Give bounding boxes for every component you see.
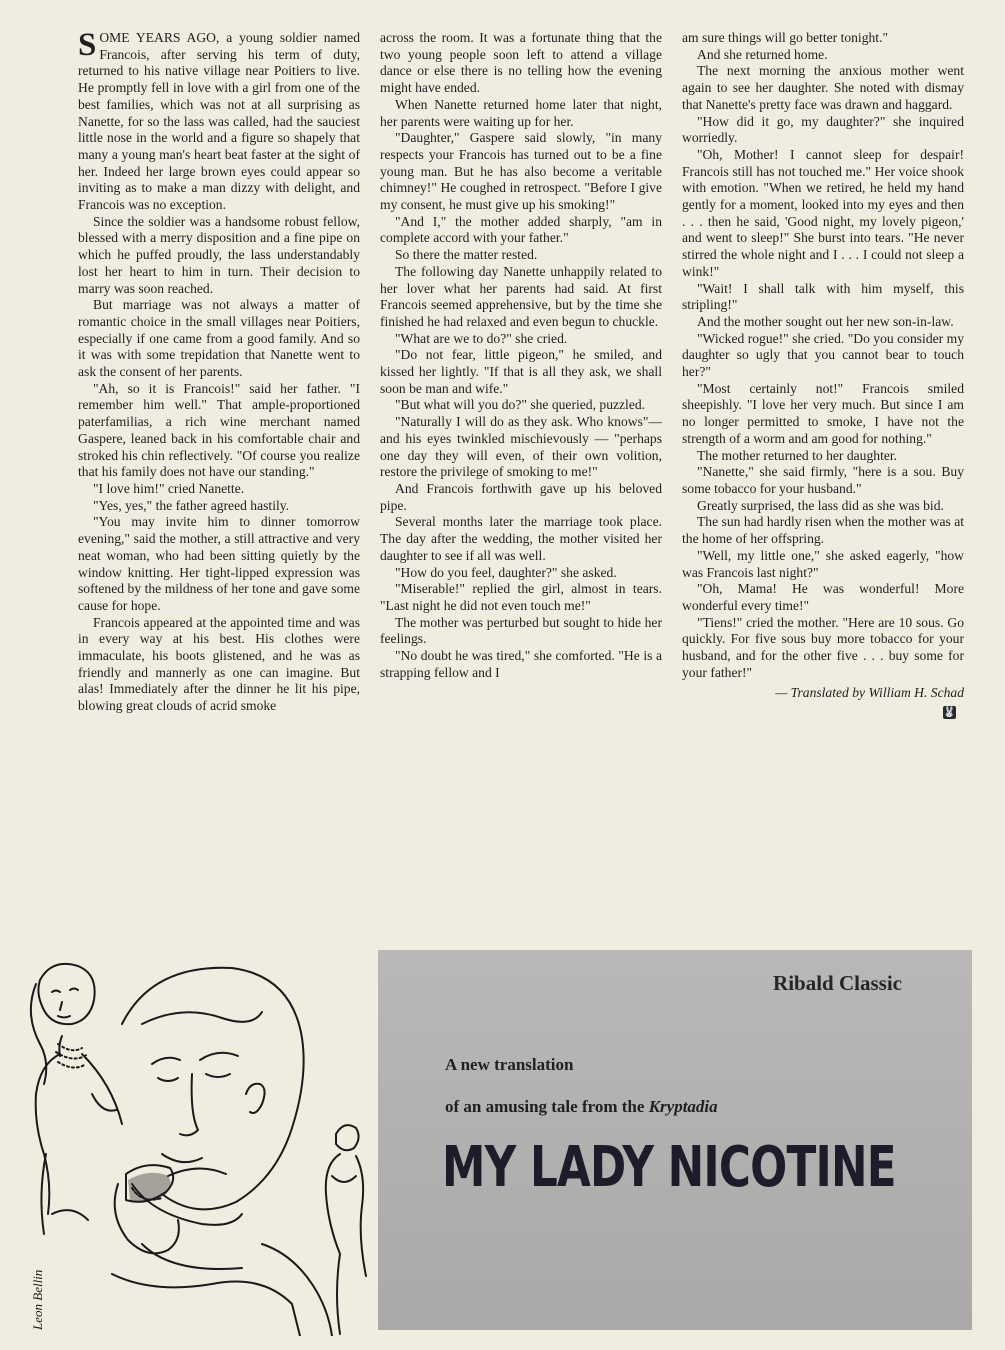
paragraph: "Daughter," Gaspere said slowly, "in many respects your Francois has turned out to be a fine young man. But he has also become a veritable chimney!" He coughed in retrospect. "Before I give my consent, he must give up his smoking!" [380, 130, 662, 213]
paragraph: "What are we to do?" she cried. [395, 330, 568, 346]
paragraph: And Francois forthwith gave up his beloved pipe. [380, 480, 662, 513]
paragraph: "Do not fear, little pigeon," he smiled, and kissed her lightly. "If that is all they ask, we shall soon be man and wife." [380, 347, 662, 396]
paragraph: The sun had hardly risen when the mother was at the home of her offspring. [682, 514, 964, 547]
paragraph: "I love him!" cried Nanette. [93, 480, 245, 496]
story-column-2 [380, 30, 662, 908]
translator-byline: — Translated by William H. Schad [775, 685, 964, 701]
paragraph: When Nanette returned home later that night, her parents were waiting up for her. [380, 96, 662, 129]
paragraph-text: OME YEARS AGO, a young soldier named Francois, after serving his term of duty, returned to his native village near Poitiers to live. He promptly fell in love with a girl from one of the best families, which was not at all surprising as Nanette, for so the lass was called, had the sauciest little nose in the world and a figure so shapely that many a young man's heart beat faster at the sight of her. Indeed her large brown eyes could appear so inviting as to make a man dizzy with delight, and Francois was no exception. [78, 30, 360, 213]
paragraph: "Tiens!" cried the mother. "Here are 10 sous. Go quickly. For five sous buy more tobacco for your husband, and for the other five . . . buy some for your father!" [682, 614, 964, 680]
paragraph: "Nanette," she said firmly, "here is a sou. Buy some tobacco for your husband." [682, 464, 964, 496]
pipe-smoker-illustration [22, 944, 367, 1336]
paragraph: "How do you feel, daughter?" she asked. [395, 564, 617, 580]
paragraph: Several months later the marriage took place. The day after the wedding, the mother visited her daughter to see if all was well. [380, 514, 662, 563]
feature-title-panel [378, 950, 972, 1330]
paragraph: And the mother sought out her new son-in-law. [697, 313, 954, 329]
paragraph: The mother returned to her daughter. [697, 447, 898, 463]
paragraph: "Most certainly not!" Francois smiled sheepishly. "I love her very much. But since I am no longer permitted to smoke, I have not the strength of a worm and am good for nothing." [682, 380, 964, 446]
paragraph: So there the matter rested. [395, 247, 538, 263]
feature-source: Kryptadia [648, 1097, 718, 1116]
paragraph: "Ah, so it is Francois!" said her father. "I remember him well." That ample-proportioned paterfamilias, a rich wine merchant named Gaspere, leaned back in his comfortable chair and stroked his chin reflectively. "Of course you realize that his family does not have our standing." [78, 380, 360, 480]
section-label: Ribald Classic [773, 971, 902, 995]
paragraph: "But what will you do?" she queried, puzzled. [395, 397, 646, 413]
feature-title: MY LADY NICOTINE [442, 1135, 896, 1200]
paragraph: Since the soldier was a handsome robust fellow, blessed with a merry disposition and a fine pipe on which he puffed proudly, the lass understandably lost her heart to him in turn. Their decision to marry was soon reached. [78, 213, 360, 296]
feature-intro: A new translation [445, 1055, 574, 1074]
paragraph: The mother was perturbed but sought to hide her feelings. [380, 614, 662, 647]
paragraph: But marriage was not always a matter of romantic choice in the small villages near Poitiers, especially if one came from a good family. And so it was with some trepidation that Nanette went to ask the consent of her parents. [78, 297, 360, 380]
paragraph: "And I," the mother added sharply, "am in complete accord with your father." [380, 213, 662, 246]
paragraph: Greatly surprised, the lass did as she was bid. [697, 497, 944, 513]
paragraph: Francois appeared at the appointed time and was in every way at his best. His clothes were immaculate, his boots glistened, and he was as friendly and mannerly as one can imagine. But alas! Immediately after the dinner he lit his pipe, blowing great clouds of acrid smoke [78, 614, 360, 714]
paragraph [78, 30, 360, 214]
feature-subtitle [445, 1097, 718, 1117]
paragraph: The following day Nanette unhappily related to her lover what her parents had said. At first Francois seemed apprehensive, but by the time she finished he had relaxed and even begun to chuckle. [380, 263, 662, 329]
paragraph: across the room. It was a fortunate thing that the two young people soon left to attend a village dance or else there is no telling how the evening might have ended. [380, 30, 662, 96]
paragraph: "You may invite him to dinner tomorrow evening," said the mother, a still attractive and very neat woman, who had been sitting quietly by the window knitting. Her tight-lipped expression was softened by the mildness of her tone and gave some cause for hope. [78, 514, 360, 613]
story-columns [78, 30, 964, 908]
paragraph: And she returned home. [697, 46, 828, 62]
paragraph: "Miserable!" replied the girl, almost in tears. "Last night he did not even touch me!" [380, 581, 662, 613]
rabbit-end-mark-icon: 🐰 [943, 707, 956, 719]
paragraph: "How did it go, my daughter?" she inquired worriedly. [682, 113, 964, 146]
paragraph: "Naturally I will do as they ask. Who knows"—and his eyes twinkled mischievously — "perhaps one day they will even, of their own volition, restore the privilege of smoking to me!" [380, 414, 662, 480]
paragraph: "Wicked rogue!" she cried. "Do you consider my daughter so ugly that you cannot bear to touch her?" [682, 330, 964, 380]
paragraph: The next morning the anxious mother went again to see her daughter. She noted with dismay that Nanette's pretty face was drawn and haggard. [682, 63, 964, 112]
paragraph: "Oh, Mother! I cannot sleep for despair! Francois still has not touched me." Her voice shook with emotion. "When we retired, he held my hand gently for a moment, looked into my eyes and then . . . then he said, 'Good night, my lovely pigeon,' and went to sleep!" She burst into tears. "He never stirred the whole night and I . . . I could not sleep a wink!" [682, 146, 964, 279]
paragraph: "Wait! I shall talk with him myself, this stripling!" [682, 280, 964, 313]
feature-subtitle-prefix: of an amusing tale from the [445, 1097, 649, 1116]
paragraph: "Oh, Mama! He was wonderful! More wonderful every time!" [682, 581, 964, 613]
illustration-signature: Leon Bellin [30, 1269, 45, 1330]
drop-cap: S [78, 30, 97, 63]
story-column-1 [78, 30, 360, 908]
paragraph: am sure things will go better tonight." [682, 30, 889, 45]
story-column-3 [682, 30, 964, 908]
paragraph: "No doubt he was tired," she comforted. "He is a strapping fellow and I [380, 648, 662, 680]
paragraph: "Yes, yes," the father agreed hastily. [93, 497, 290, 513]
paragraph: "Well, my little one," she asked eagerly, "how was Francois last night?" [682, 547, 964, 580]
